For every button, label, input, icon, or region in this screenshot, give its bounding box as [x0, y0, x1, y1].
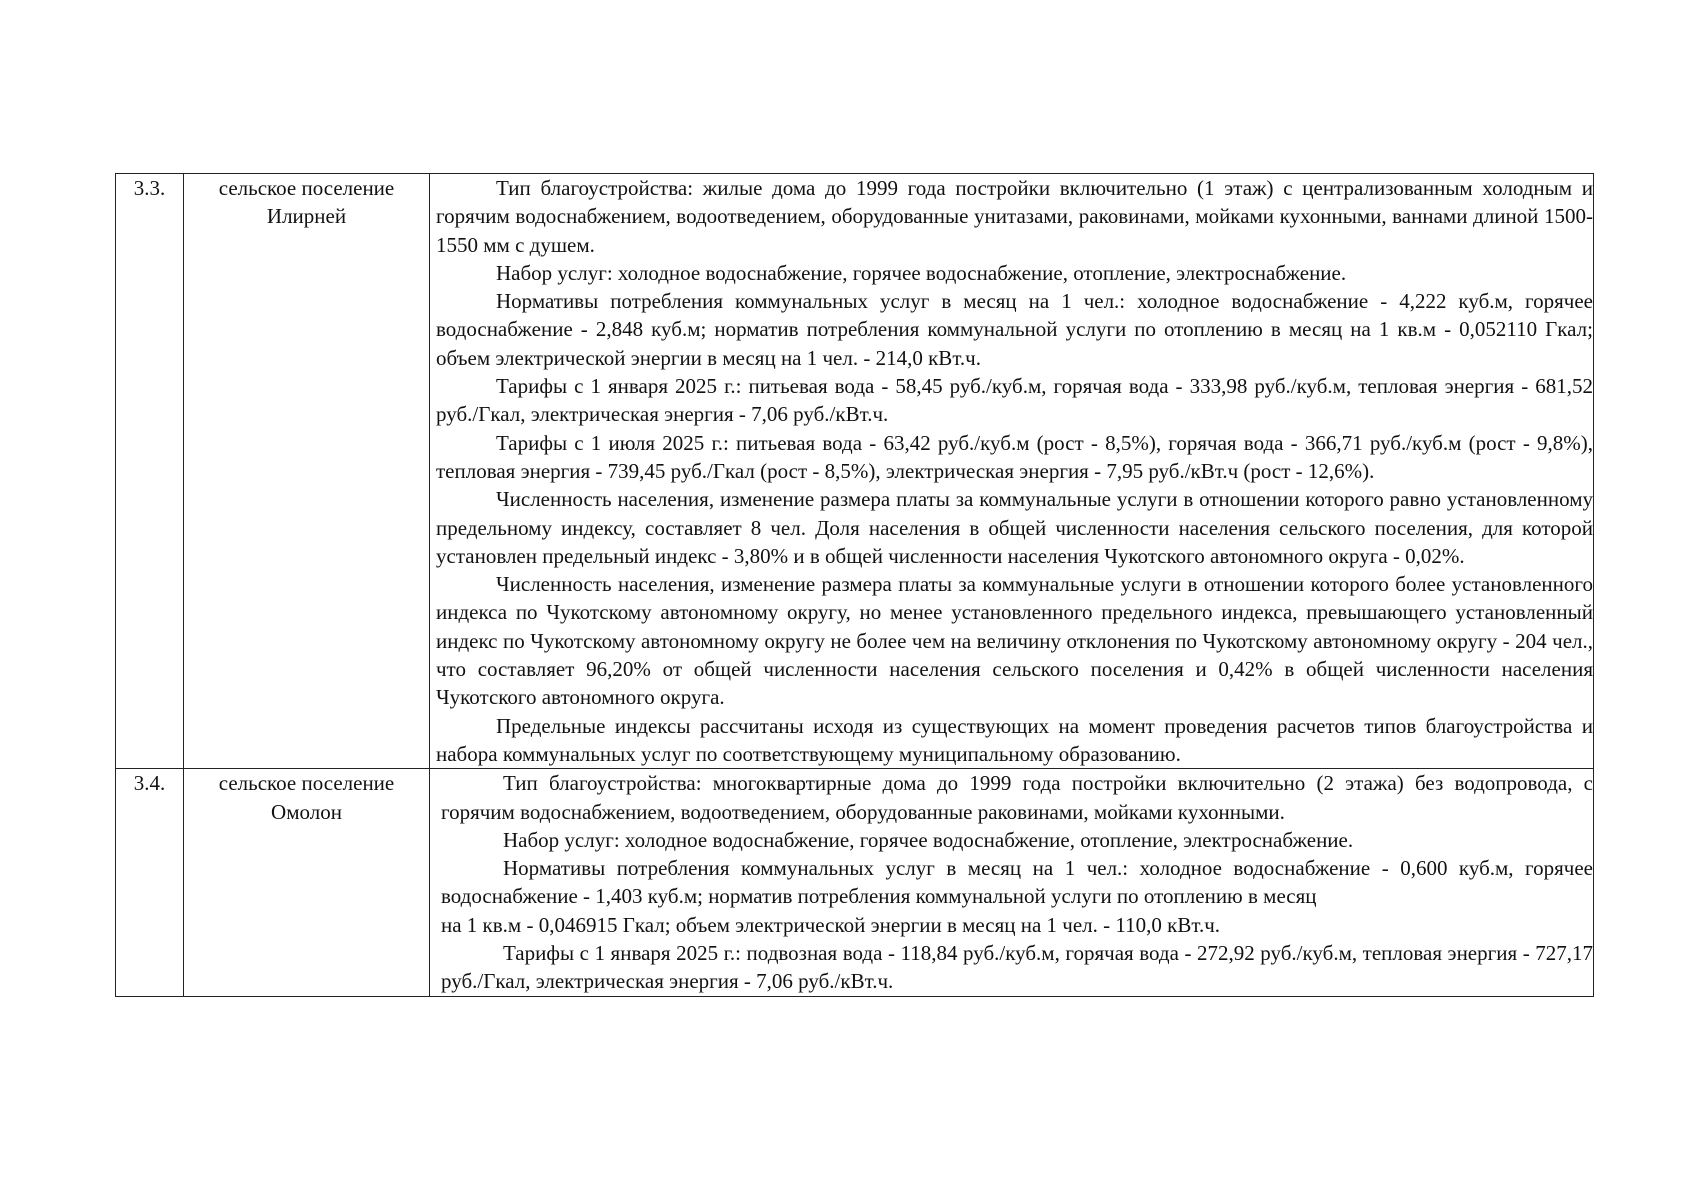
description-cell	[430, 769, 1594, 996]
indices-note-paragraph: Предельные индексы рассчитаны исходя из существующих на момент проведения расчетов типов благоустройства и набора коммунальных услуг по соответствующему муниципальному образованию.	[436, 713, 1593, 766]
services-paragraph: Набор услуг: холодное водоснабжение, горячее водоснабжение, отопление, электроснабжение.	[503, 827, 1354, 852]
row-number-cell: 3.4.	[116, 769, 184, 996]
settlement-name: Омолон	[271, 799, 342, 824]
norms-continuation-paragraph: на 1 кв.м - 0,046915 Гкал; объем электрической энергии в месяц на 1 чел. - 110,0 кВт.ч.	[441, 912, 1220, 937]
settlement-name-cell	[184, 769, 430, 996]
improvement-type-paragraph: Тип благоустройства: жилые дома до 1999 года постройки включительно (1 этаж) с централизованным холодным и горячим водоснабжением, водоотведением, оборудованные унитазами, раковинами, мойками кухонными, ваннами длиной 1500-1550 мм с душем.	[436, 176, 1593, 257]
population-equal-index-paragraph: Численность населения, изменение размера платы за коммунальные услуги в отношении которого равно установленному предельному индексу, составляет 8 чел. Доля населения в общей численности населения сельского поселения, для которой установлен предельный индекс - 3,80% и в общей численности населения Чукотского автономного округа - 0,02%.	[436, 487, 1593, 568]
settlement-name-cell	[184, 174, 430, 769]
row-number-cell: 3.3.	[116, 174, 184, 769]
tariffs-january-paragraph: Тарифы с 1 января 2025 г.: подвозная вода - 118,84 руб./куб.м, горячая вода - 272,92 руб./куб.м, тепловая энергия - 727,17 руб./Гкал, электрическая энергия - 7,06 руб./кВт.ч.	[441, 941, 1593, 994]
population-above-index-paragraph: Численность населения, изменение размера платы за коммунальные услуги в отношении которого более установленного индекса по Чукотскому автономному округу, но менее установленного предельного индекса, превышающего установленный индекс по Чукотскому автономному округу не более чем на величину отклонения по Чукотскому автономному округу - 204 чел., что составляет 96,20% от общей численности населения сельского поселения и 0,42% в общей численности населения Чукотского автономного округа.	[436, 572, 1593, 710]
norms-paragraph: Нормативы потребления коммунальных услуг в месяц на 1 чел.: холодное водоснабжение - 4,222 куб.м, горячее водоснабжение - 2,848 куб.м; норматив потребления коммунальной услуги по отоплению в месяц на 1 кв.м - 0,052110 Гкал; объем электрической энергии в месяц на 1 чел. - 214,0 кВт.ч.	[436, 289, 1593, 370]
description-cell	[430, 174, 1594, 769]
norms-paragraph: Нормативы потребления коммунальных услуг в месяц на 1 чел.: холодное водоснабжение - 0,600 куб.м, горячее водоснабжение - 1,403 куб.м; норматив потребления коммунальной услуги по отоплению в месяц	[441, 856, 1593, 909]
tariff-table	[115, 173, 1594, 997]
settlement-type: сельское поселение	[218, 176, 395, 200]
table-row-3-3	[116, 174, 1594, 769]
tariffs-july-paragraph: Тарифы с 1 июля 2025 г.: питьевая вода - 63,42 руб./куб.м (рост - 8,5%), горячая вода - 366,71 руб./куб.м (рост - 9,8%), тепловая энергия - 739,45 руб./Гкал (рост - 8,5%), электрическая энергия - 7,95 руб./кВт.ч (рост - 12,6%).	[436, 430, 1593, 483]
settlement-type: сельское поселение	[218, 771, 395, 796]
tariffs-january-paragraph: Тарифы с 1 января 2025 г.: питьевая вода - 58,45 руб./куб.м, горячая вода - 333,98 руб./куб.м, тепловая энергия - 681,52 руб./Гкал, электрическая энергия - 7,06 руб./кВт.ч.	[436, 374, 1593, 427]
settlement-name: Илирней	[266, 204, 347, 229]
table-row-3-4	[116, 769, 1594, 996]
services-paragraph: Набор услуг: холодное водоснабжение, горячее водоснабжение, отопление, электроснабжение.	[496, 260, 1347, 285]
improvement-type-paragraph: Тип благоустройства: многоквартирные дома до 1999 года постройки включительно (2 этажа) без водопровода, с горячим водоснабжением, водоотведением, оборудованные раковинами, мойками кухонными.	[441, 771, 1593, 824]
